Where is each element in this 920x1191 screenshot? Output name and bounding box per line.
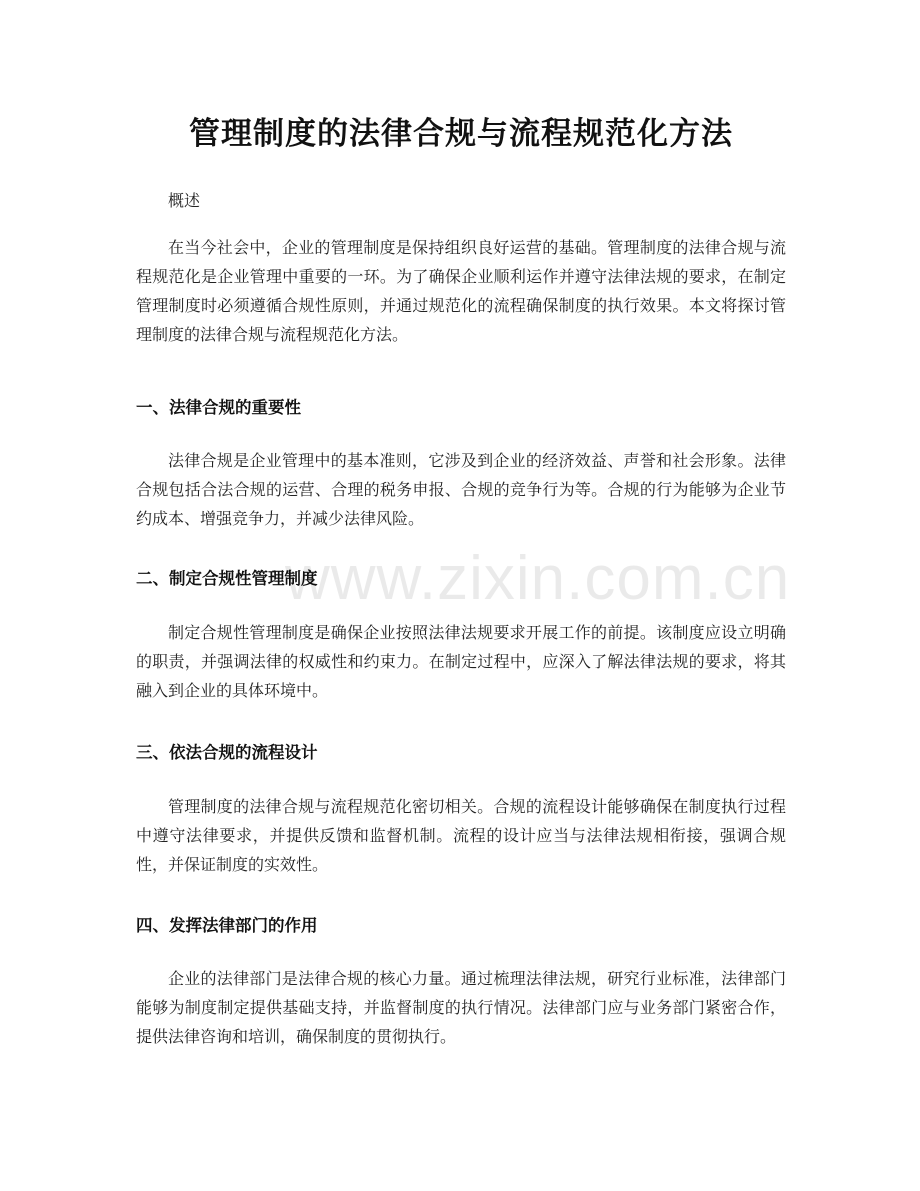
section-heading-4: 四、发挥法律部门的作用 [136,916,318,935]
section-heading-3: 三、依法合规的流程设计 [136,743,318,762]
section-body-1: 法律合规是企业管理中的基本准则，它涉及到企业的经济效益、声誉和社会形象。法律合规包括合法合规的运营、合理的税务申报、合规的竞争行为等。合规的行为能够为企业节约成本、增强竞争力，并减少法律风险。 [136,451,786,528]
section-heading-2: 二、制定合规性管理制度 [136,569,318,588]
document-title: 管理制度的法律合规与流程规范化方法 [189,116,733,152]
watermark: www.zixin.com.cn [285,544,791,613]
section-heading-1: 一、法律合规的重要性 [136,398,301,417]
section-body-4: 企业的法律部门是法律合规的核心力量。通过梳理法律法规，研究行业标准，法律部门能够为制度制定提供基础支持，并监督制度的执行情况。法律部门应与业务部门紧密合作，提供法律咨询和培训，确保制度的贯彻执行。 [136,969,786,1046]
section-body-3: 管理制度的法律合规与流程规范化密切相关。合规的流程设计能够确保在制度执行过程中遵守法律要求，并提供反馈和监督机制。流程的设计应当与法律法规相衔接，强调合规性，并保证制度的实效性。 [136,797,786,874]
section-body-2: 制定合规性管理制度是确保企业按照法律法规要求开展工作的前提。该制度应设立明确的职责，并强调法律的权威性和约束力。在制定过程中，应深入了解法律法规的要求，将其融入到企业的具体环境中。 [136,623,786,700]
intro-paragraph: 在当今社会中，企业的管理制度是保持组织良好运营的基础。管理制度的法律合规与流程规范化是企业管理中重要的一环。为了确保企业顺利运作并遵守法律法规的要求，在制定管理制度时必须遵循合规性原则，并通过规范化的流程确保制度的执行效果。本文将探讨管理制度的法律合规与流程规范化方法。 [136,238,786,344]
overview-label: 概述 [168,191,201,210]
